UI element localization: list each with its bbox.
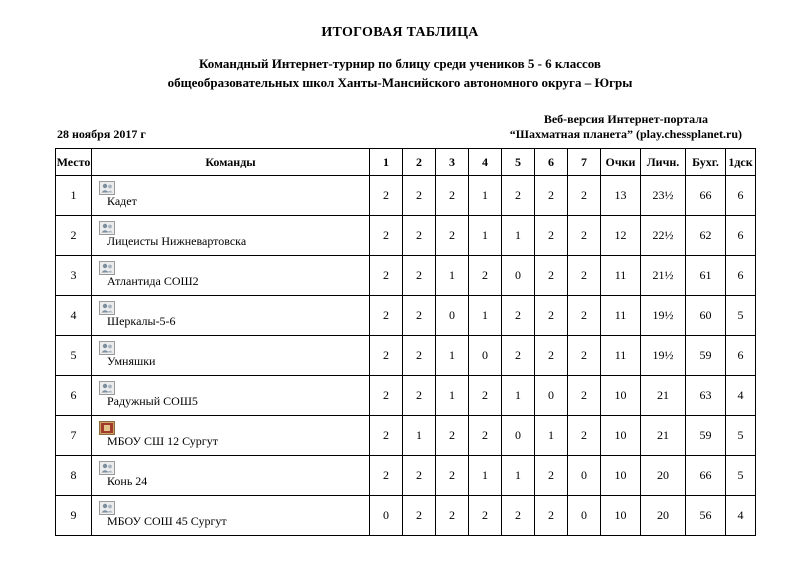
people-group-icon — [99, 301, 115, 315]
buchholz-cell: 59 — [686, 416, 726, 456]
points-cell: 11 — [601, 256, 641, 296]
buchholz-cell: 61 — [686, 256, 726, 296]
personal-cell: 21½ — [641, 256, 686, 296]
page-title: ИТОГОВАЯ ТАБЛИЦА — [321, 25, 479, 40]
round-cell: 1 — [469, 456, 502, 496]
team-cell — [92, 296, 370, 336]
team-name: Лицеисты Нижневартовска — [107, 234, 247, 248]
round-cell: 2 — [502, 296, 535, 336]
round-cell: 2 — [370, 416, 403, 456]
round-cell: 2 — [469, 376, 502, 416]
round-cell: 1 — [502, 456, 535, 496]
team-name: МБОУ СШ 12 Сургут — [107, 434, 218, 448]
points-cell: 10 — [601, 416, 641, 456]
round-cell: 1 — [502, 216, 535, 256]
col-header-round2: 2 — [403, 149, 436, 176]
team-name: Кадет — [107, 194, 137, 208]
col-header-teams: Команды — [92, 149, 370, 176]
place-cell: 1 — [56, 176, 92, 216]
place-cell: 6 — [56, 376, 92, 416]
round-cell: 1 — [436, 256, 469, 296]
people-group-icon — [99, 381, 115, 395]
round-cell: 2 — [568, 256, 601, 296]
place-cell: 4 — [56, 296, 92, 336]
table-row — [56, 496, 756, 536]
buchholz-cell: 66 — [686, 176, 726, 216]
points-cell: 11 — [601, 336, 641, 376]
round-cell: 2 — [436, 456, 469, 496]
round-cell: 2 — [370, 296, 403, 336]
round-cell: 1 — [535, 416, 568, 456]
subtitle-block — [0, 54, 800, 92]
round-cell: 2 — [568, 176, 601, 216]
points-cell: 13 — [601, 176, 641, 216]
team-name: Шеркалы-5-6 — [107, 314, 176, 328]
people-group-icon — [99, 261, 115, 275]
col-header-round4: 4 — [469, 149, 502, 176]
round-cell: 0 — [436, 296, 469, 336]
table-row — [56, 336, 756, 376]
subtitle-line2: общеобразовательных школ Ханты-Мансийского автономного округа – Югры — [167, 75, 633, 90]
col-header-place: Место — [56, 149, 92, 176]
round-cell: 2 — [535, 256, 568, 296]
round-cell: 0 — [502, 256, 535, 296]
team-cell — [92, 376, 370, 416]
personal-cell: 21 — [641, 416, 686, 456]
table-row — [56, 176, 756, 216]
col-header-round6: 6 — [535, 149, 568, 176]
table-row — [56, 216, 756, 256]
round-cell: 2 — [370, 336, 403, 376]
team-cell — [92, 256, 370, 296]
round-cell: 1 — [403, 416, 436, 456]
round-cell: 2 — [502, 176, 535, 216]
round-cell: 2 — [403, 296, 436, 336]
team-cell — [92, 416, 370, 456]
round-cell: 2 — [403, 336, 436, 376]
team-name: Атлантида СОШ2 — [107, 274, 199, 288]
round-cell: 2 — [403, 256, 436, 296]
team-name: Радужный СОШ5 — [107, 394, 198, 408]
round-cell: 2 — [403, 176, 436, 216]
place-cell: 9 — [56, 496, 92, 536]
col-header-round7: 7 — [568, 149, 601, 176]
round-cell: 0 — [502, 416, 535, 456]
buchholz-cell: 59 — [686, 336, 726, 376]
team-cell — [92, 456, 370, 496]
round-cell: 2 — [535, 456, 568, 496]
place-cell: 7 — [56, 416, 92, 456]
round-cell: 1 — [436, 336, 469, 376]
team-cell — [92, 336, 370, 376]
col-header-round5: 5 — [502, 149, 535, 176]
round-cell: 2 — [568, 416, 601, 456]
buchholz-cell: 56 — [686, 496, 726, 536]
round-cell: 2 — [436, 216, 469, 256]
round-cell: 2 — [535, 496, 568, 536]
round-cell: 2 — [436, 416, 469, 456]
round-cell: 2 — [370, 376, 403, 416]
col-header-buchholz: Бухг. — [686, 149, 726, 176]
round-cell: 2 — [502, 336, 535, 376]
team-cell — [92, 176, 370, 216]
table-row — [56, 456, 756, 496]
results-table — [55, 148, 756, 536]
round-cell: 2 — [469, 256, 502, 296]
round-cell: 0 — [535, 376, 568, 416]
people-group-icon — [99, 181, 115, 195]
dsk-cell: 4 — [726, 376, 756, 416]
round-cell: 2 — [568, 376, 601, 416]
round-cell: 0 — [568, 456, 601, 496]
col-header-round1: 1 — [370, 149, 403, 176]
table-row — [56, 296, 756, 336]
table-row — [56, 376, 756, 416]
points-cell: 10 — [601, 496, 641, 536]
round-cell: 2 — [568, 216, 601, 256]
round-cell: 2 — [370, 176, 403, 216]
school-logo-icon — [99, 421, 115, 435]
round-cell: 2 — [469, 416, 502, 456]
header-row — [56, 149, 756, 176]
buchholz-cell: 62 — [686, 216, 726, 256]
dsk-cell: 4 — [726, 496, 756, 536]
round-cell: 1 — [502, 376, 535, 416]
round-cell: 2 — [403, 496, 436, 536]
buchholz-cell: 60 — [686, 296, 726, 336]
round-cell: 0 — [469, 336, 502, 376]
dsk-cell: 6 — [726, 256, 756, 296]
place-cell: 2 — [56, 216, 92, 256]
round-cell: 2 — [535, 216, 568, 256]
round-cell: 0 — [568, 496, 601, 536]
team-name: Умняшки — [107, 354, 156, 368]
personal-cell: 21 — [641, 376, 686, 416]
place-cell: 3 — [56, 256, 92, 296]
round-cell: 2 — [370, 216, 403, 256]
date-label: 28 ноября 2017 г — [57, 127, 146, 141]
round-cell: 0 — [370, 496, 403, 536]
place-cell: 5 — [56, 336, 92, 376]
team-cell — [92, 496, 370, 536]
col-header-personal: Личн. — [641, 149, 686, 176]
round-cell: 1 — [436, 376, 469, 416]
personal-cell: 19½ — [641, 336, 686, 376]
round-cell: 1 — [469, 216, 502, 256]
source-line1: Веб-версия Интернет-портала — [543, 112, 708, 126]
personal-cell: 20 — [641, 496, 686, 536]
people-group-icon — [99, 501, 115, 515]
source-line2: “Шахматная планета” (play.chessplanet.ru) — [509, 127, 742, 141]
round-cell: 2 — [370, 456, 403, 496]
round-cell: 2 — [370, 256, 403, 296]
team-cell — [92, 216, 370, 256]
place-cell: 8 — [56, 456, 92, 496]
dsk-cell: 5 — [726, 416, 756, 456]
round-cell: 2 — [535, 296, 568, 336]
col-header-points: Очки — [601, 149, 641, 176]
round-cell: 2 — [403, 456, 436, 496]
buchholz-cell: 63 — [686, 376, 726, 416]
personal-cell: 19½ — [641, 296, 686, 336]
round-cell: 2 — [436, 176, 469, 216]
buchholz-cell: 66 — [686, 456, 726, 496]
people-group-icon — [99, 221, 115, 235]
round-cell: 2 — [403, 216, 436, 256]
dsk-cell: 6 — [726, 336, 756, 376]
points-cell: 11 — [601, 296, 641, 336]
col-header-round3: 3 — [436, 149, 469, 176]
points-cell: 10 — [601, 456, 641, 496]
personal-cell: 22½ — [641, 216, 686, 256]
round-cell: 2 — [535, 336, 568, 376]
round-cell: 2 — [502, 496, 535, 536]
round-cell: 1 — [469, 176, 502, 216]
source-attribution — [510, 112, 742, 142]
team-name: МБОУ СОШ 45 Сургут — [107, 514, 227, 528]
dsk-cell: 5 — [726, 456, 756, 496]
people-group-icon — [99, 461, 115, 475]
dsk-cell: 5 — [726, 296, 756, 336]
round-cell: 2 — [403, 376, 436, 416]
meta-row — [57, 112, 742, 142]
table-row — [56, 416, 756, 456]
round-cell: 2 — [568, 336, 601, 376]
team-name: Конь 24 — [107, 474, 148, 488]
table-row — [56, 256, 756, 296]
people-group-icon — [99, 341, 115, 355]
points-cell: 10 — [601, 376, 641, 416]
round-cell: 1 — [469, 296, 502, 336]
col-header-1dsk: 1дск — [726, 149, 756, 176]
subtitle-line1: Командный Интернет-турнир по блицу среди учеников 5 - 6 классов — [199, 56, 601, 71]
dsk-cell: 6 — [726, 216, 756, 256]
personal-cell: 23½ — [641, 176, 686, 216]
round-cell: 2 — [436, 496, 469, 536]
personal-cell: 20 — [641, 456, 686, 496]
points-cell: 12 — [601, 216, 641, 256]
dsk-cell: 6 — [726, 176, 756, 216]
round-cell: 2 — [568, 296, 601, 336]
round-cell: 2 — [469, 496, 502, 536]
round-cell: 2 — [535, 176, 568, 216]
